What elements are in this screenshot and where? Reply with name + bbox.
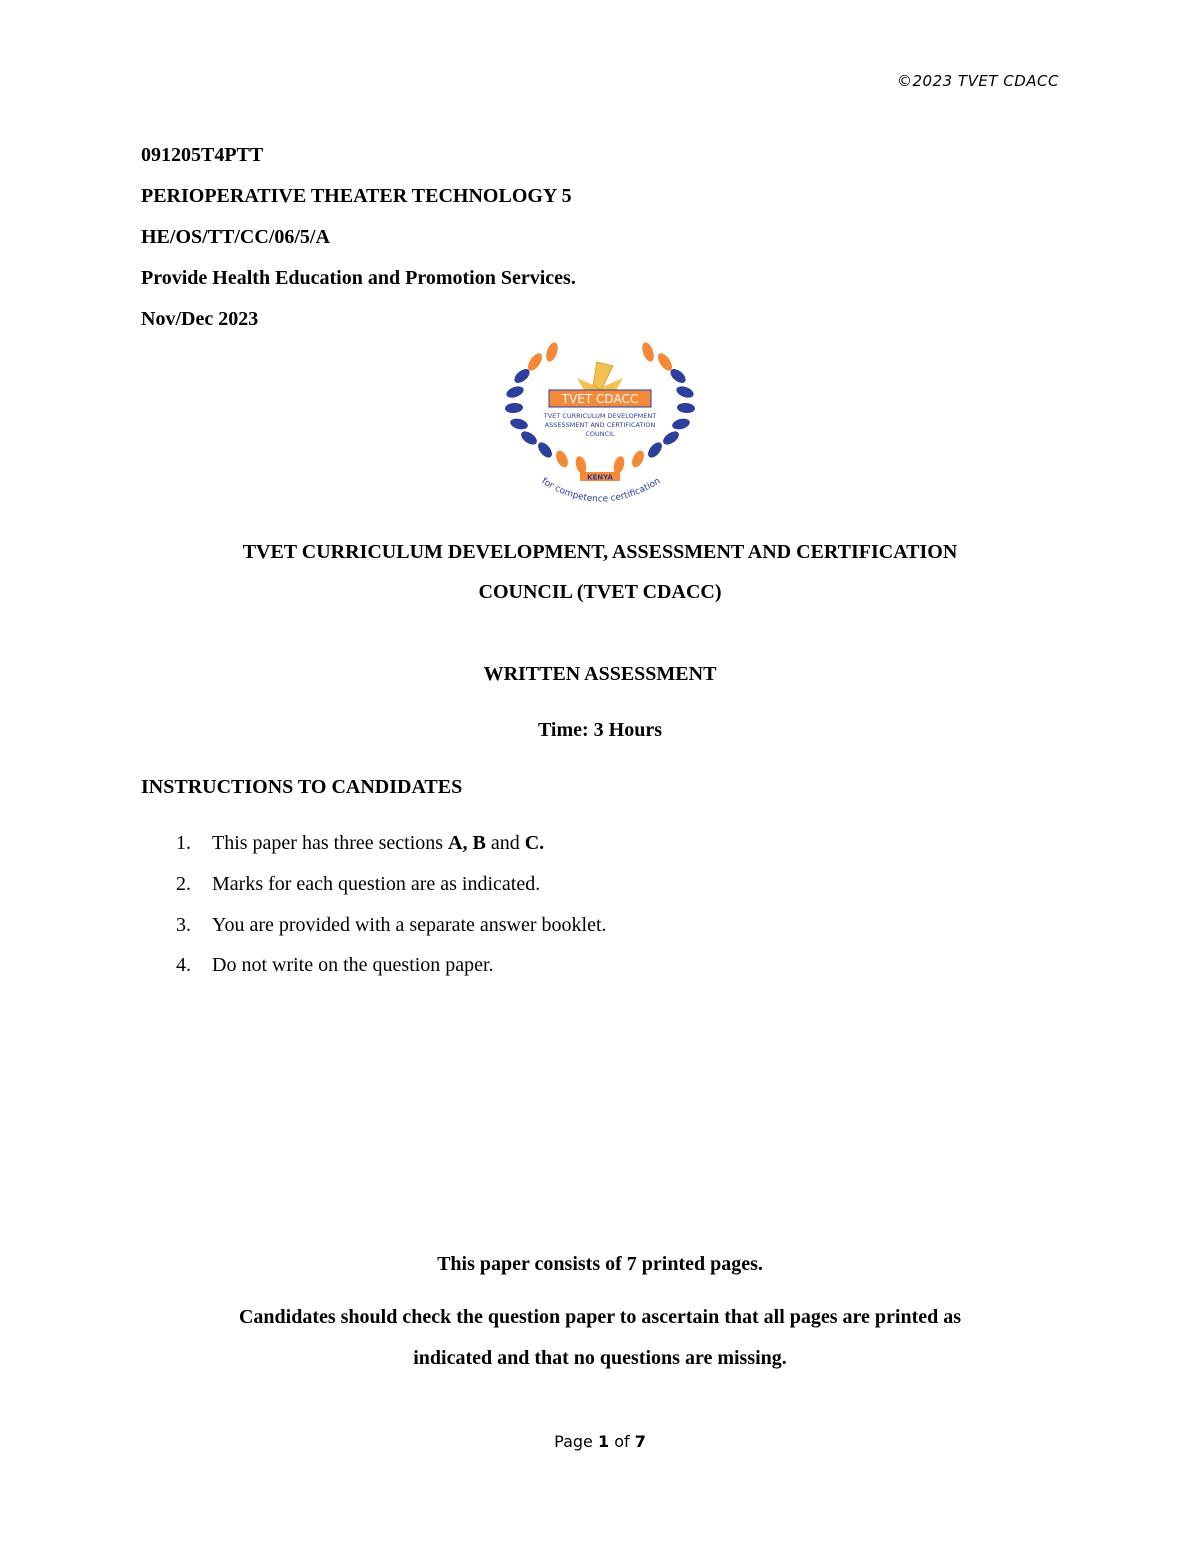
logo-brand-text: TVET CDACC xyxy=(561,392,639,406)
instruction-item xyxy=(176,914,607,937)
footer-of: of xyxy=(609,1432,635,1451)
footer-total-pages: 7 xyxy=(634,1432,646,1451)
instruction-text: You are provided with a separate answer booklet. xyxy=(212,914,607,936)
page-footer xyxy=(0,1432,1200,1451)
unit-title: Provide Health Education and Promotion Services. xyxy=(141,267,576,289)
instruction-text: This paper has three sections xyxy=(212,832,449,854)
logo-line3: COUNCIL xyxy=(585,430,615,438)
assessment-type: WRITTEN ASSESSMENT xyxy=(483,663,717,685)
assessment-time: Time: 3 Hours xyxy=(537,719,663,741)
logo-line1: TVET CURRICULUM DEVELOPMENT xyxy=(543,412,657,420)
instruction-text: Do not write on the question paper. xyxy=(212,954,494,976)
instruction-bold: C. xyxy=(524,832,545,854)
exam-session: Nov/Dec 2023 xyxy=(141,308,259,330)
paper-code: 091205T4PTT xyxy=(141,144,264,166)
instruction-text: Marks for each question are as indicated. xyxy=(212,873,541,895)
page-count-notice: This paper consists of 7 printed pages. xyxy=(437,1253,763,1275)
laurel-leaves-icon xyxy=(505,341,695,475)
instruction-number: 4. xyxy=(176,954,191,976)
unit-code: HE/OS/TT/CC/06/5/A xyxy=(141,226,330,248)
instruction-item xyxy=(176,832,544,855)
instruction-bold: A, B xyxy=(448,832,486,854)
copyright-header: ©2023 TVET CDACC xyxy=(896,72,1059,90)
instruction-number: 3. xyxy=(176,914,191,936)
instruction-item xyxy=(176,873,540,896)
instruction-text: and xyxy=(485,832,525,854)
council-name-line1: TVET CURRICULUM DEVELOPMENT, ASSESSMENT AND CERTIFICATION xyxy=(242,541,958,563)
instruction-item xyxy=(176,954,494,977)
logo-line2: ASSESSMENT AND CERTIFICATION xyxy=(544,421,656,429)
paper-title: PERIOPERATIVE THEATER TECHNOLOGY 5 xyxy=(141,185,572,207)
instruction-number: 2. xyxy=(176,873,191,895)
instructions-title: INSTRUCTIONS TO CANDIDATES xyxy=(141,776,463,798)
logo-motto: for competence certification xyxy=(539,476,663,505)
footer-prefix: Page xyxy=(554,1432,598,1451)
tvet-cdacc-logo xyxy=(505,340,695,505)
check-notice-line2: indicated and that no questions are missing. xyxy=(413,1347,787,1369)
check-notice-line1: Candidates should check the question paper to ascertain that all pages are printed as xyxy=(238,1306,962,1328)
instruction-number: 1. xyxy=(176,832,191,854)
council-name-line2: COUNCIL (TVET CDACC) xyxy=(478,581,722,603)
logo-country: KENYA xyxy=(587,473,613,482)
footer-current-page: 1 xyxy=(597,1432,610,1451)
